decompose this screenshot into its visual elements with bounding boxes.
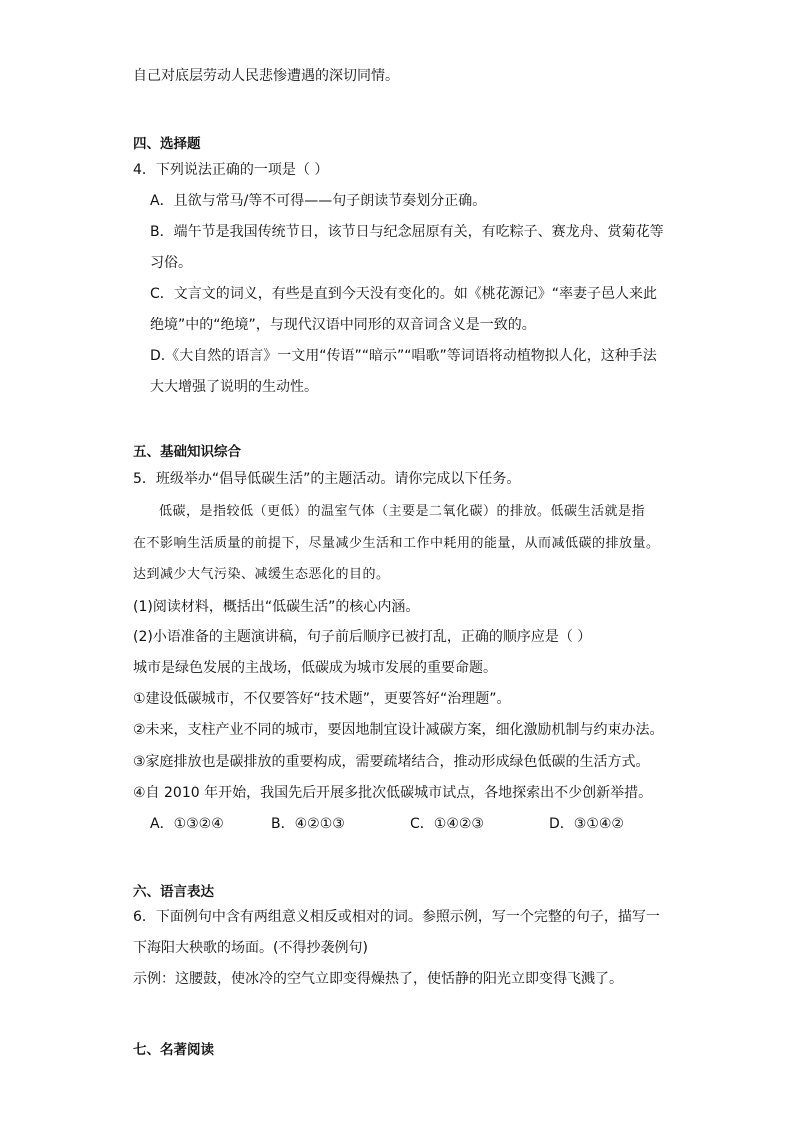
material-line-2: 在不影响生活质量的前提下，尽量减少生活和工作中耗用的能量，从而减低碳的排放量。 <box>133 536 660 551</box>
choice-a: A．①③②④ <box>150 816 224 832</box>
question-4-option-c-line2: 绝境”中的“绝境”，与现代汉语中同形的双音词含义是一致的。 <box>150 317 536 333</box>
choice-c: C．①④②③ <box>410 816 484 832</box>
section-5-heading: 五、基础知识综合 <box>133 444 241 460</box>
question-5: 5．班级举办“倡导低碳生活”的主题活动。请你完成以下任务。 <box>133 471 521 487</box>
example-sentence: 示例：这腰鼓，使冰冷的空气立即变得燥热了，使恬静的阳光立即变得飞溅了。 <box>133 971 623 987</box>
question-4-option-a: A．且欲与常马/等不可得——句子朗读节奏划分正确。 <box>150 193 487 209</box>
material-line-3: 达到减少大气污染、减缓生态恶化的目的。 <box>133 567 390 582</box>
sub-question-2: (2)小语准备的主题演讲稿，句子前后顺序已被打乱，正确的顺序应是（ ） <box>133 629 592 645</box>
question-4-option-d-line1: D.《大自然的语言》一文用“传语”“暗示”“唱歌”等词语将动植物拟人化，这种手法 <box>150 348 657 364</box>
section-7-heading: 七、名著阅读 <box>133 1042 214 1058</box>
question-4-option-d-line2: 大大增强了说明的生动性。 <box>150 379 318 395</box>
sentence-2: ②未来，支柱产业不同的城市，要因地制宜设计减碳方案，细化激励机制与约束办法。 <box>133 722 664 738</box>
lead-sentence: 城市是绿色发展的主战场，低碳成为城市发展的重要命题。 <box>133 660 497 676</box>
question-4: 4．下列说法正确的一项是（ ） <box>133 162 329 178</box>
material-line-1: 低碳，是指较低（更低）的温室气体（主要是二氧化碳）的排放。低碳生活就是指 <box>159 504 646 519</box>
question-4-option-b-line2: 习俗。 <box>150 255 192 271</box>
intro-tail: 自己对底层劳动人民悲惨遭遇的深切同情。 <box>133 68 399 84</box>
question-6-line2: 下海阳大秧歌的场面。(不得抄袭例句) <box>133 940 368 956</box>
sentence-1: ①建设低碳城市，不仅要答好“技术题”，更要答好“治理题”。 <box>133 691 511 707</box>
question-6-line1: 6．下面例句中含有两组意义相反或相对的词。参照示例，写一个完整的句子，描写一 <box>133 909 660 925</box>
question-4-option-b-line1: B．端午节是我国传统节日，该节日与纪念屈原有关，有吃粽子、赛龙舟、赏菊花等 <box>150 224 664 240</box>
section-6-heading: 六、语言表达 <box>133 884 214 900</box>
sub-question-1: (1)阅读材料，概括出“低碳生活”的核心内涵。 <box>133 599 420 615</box>
sentence-4: ④自 2010 年开始，我国先后开展多批次低碳城市试点，各地探索出不少创新举措。 <box>133 785 653 801</box>
section-4-heading: 四、选择题 <box>133 136 201 152</box>
sentence-3: ③家庭排放也是碳排放的重要构成，需要疏堵结合，推动形成绿色低碳的生活方式。 <box>133 754 650 770</box>
choice-d: D．③①④② <box>549 816 624 832</box>
question-4-option-c-line1: C．文言文的词义，有些是直到今天没有变化的。如《桃花源记》“率妻子邑人来此 <box>150 286 658 302</box>
choice-b: B．④②①③ <box>271 816 345 832</box>
